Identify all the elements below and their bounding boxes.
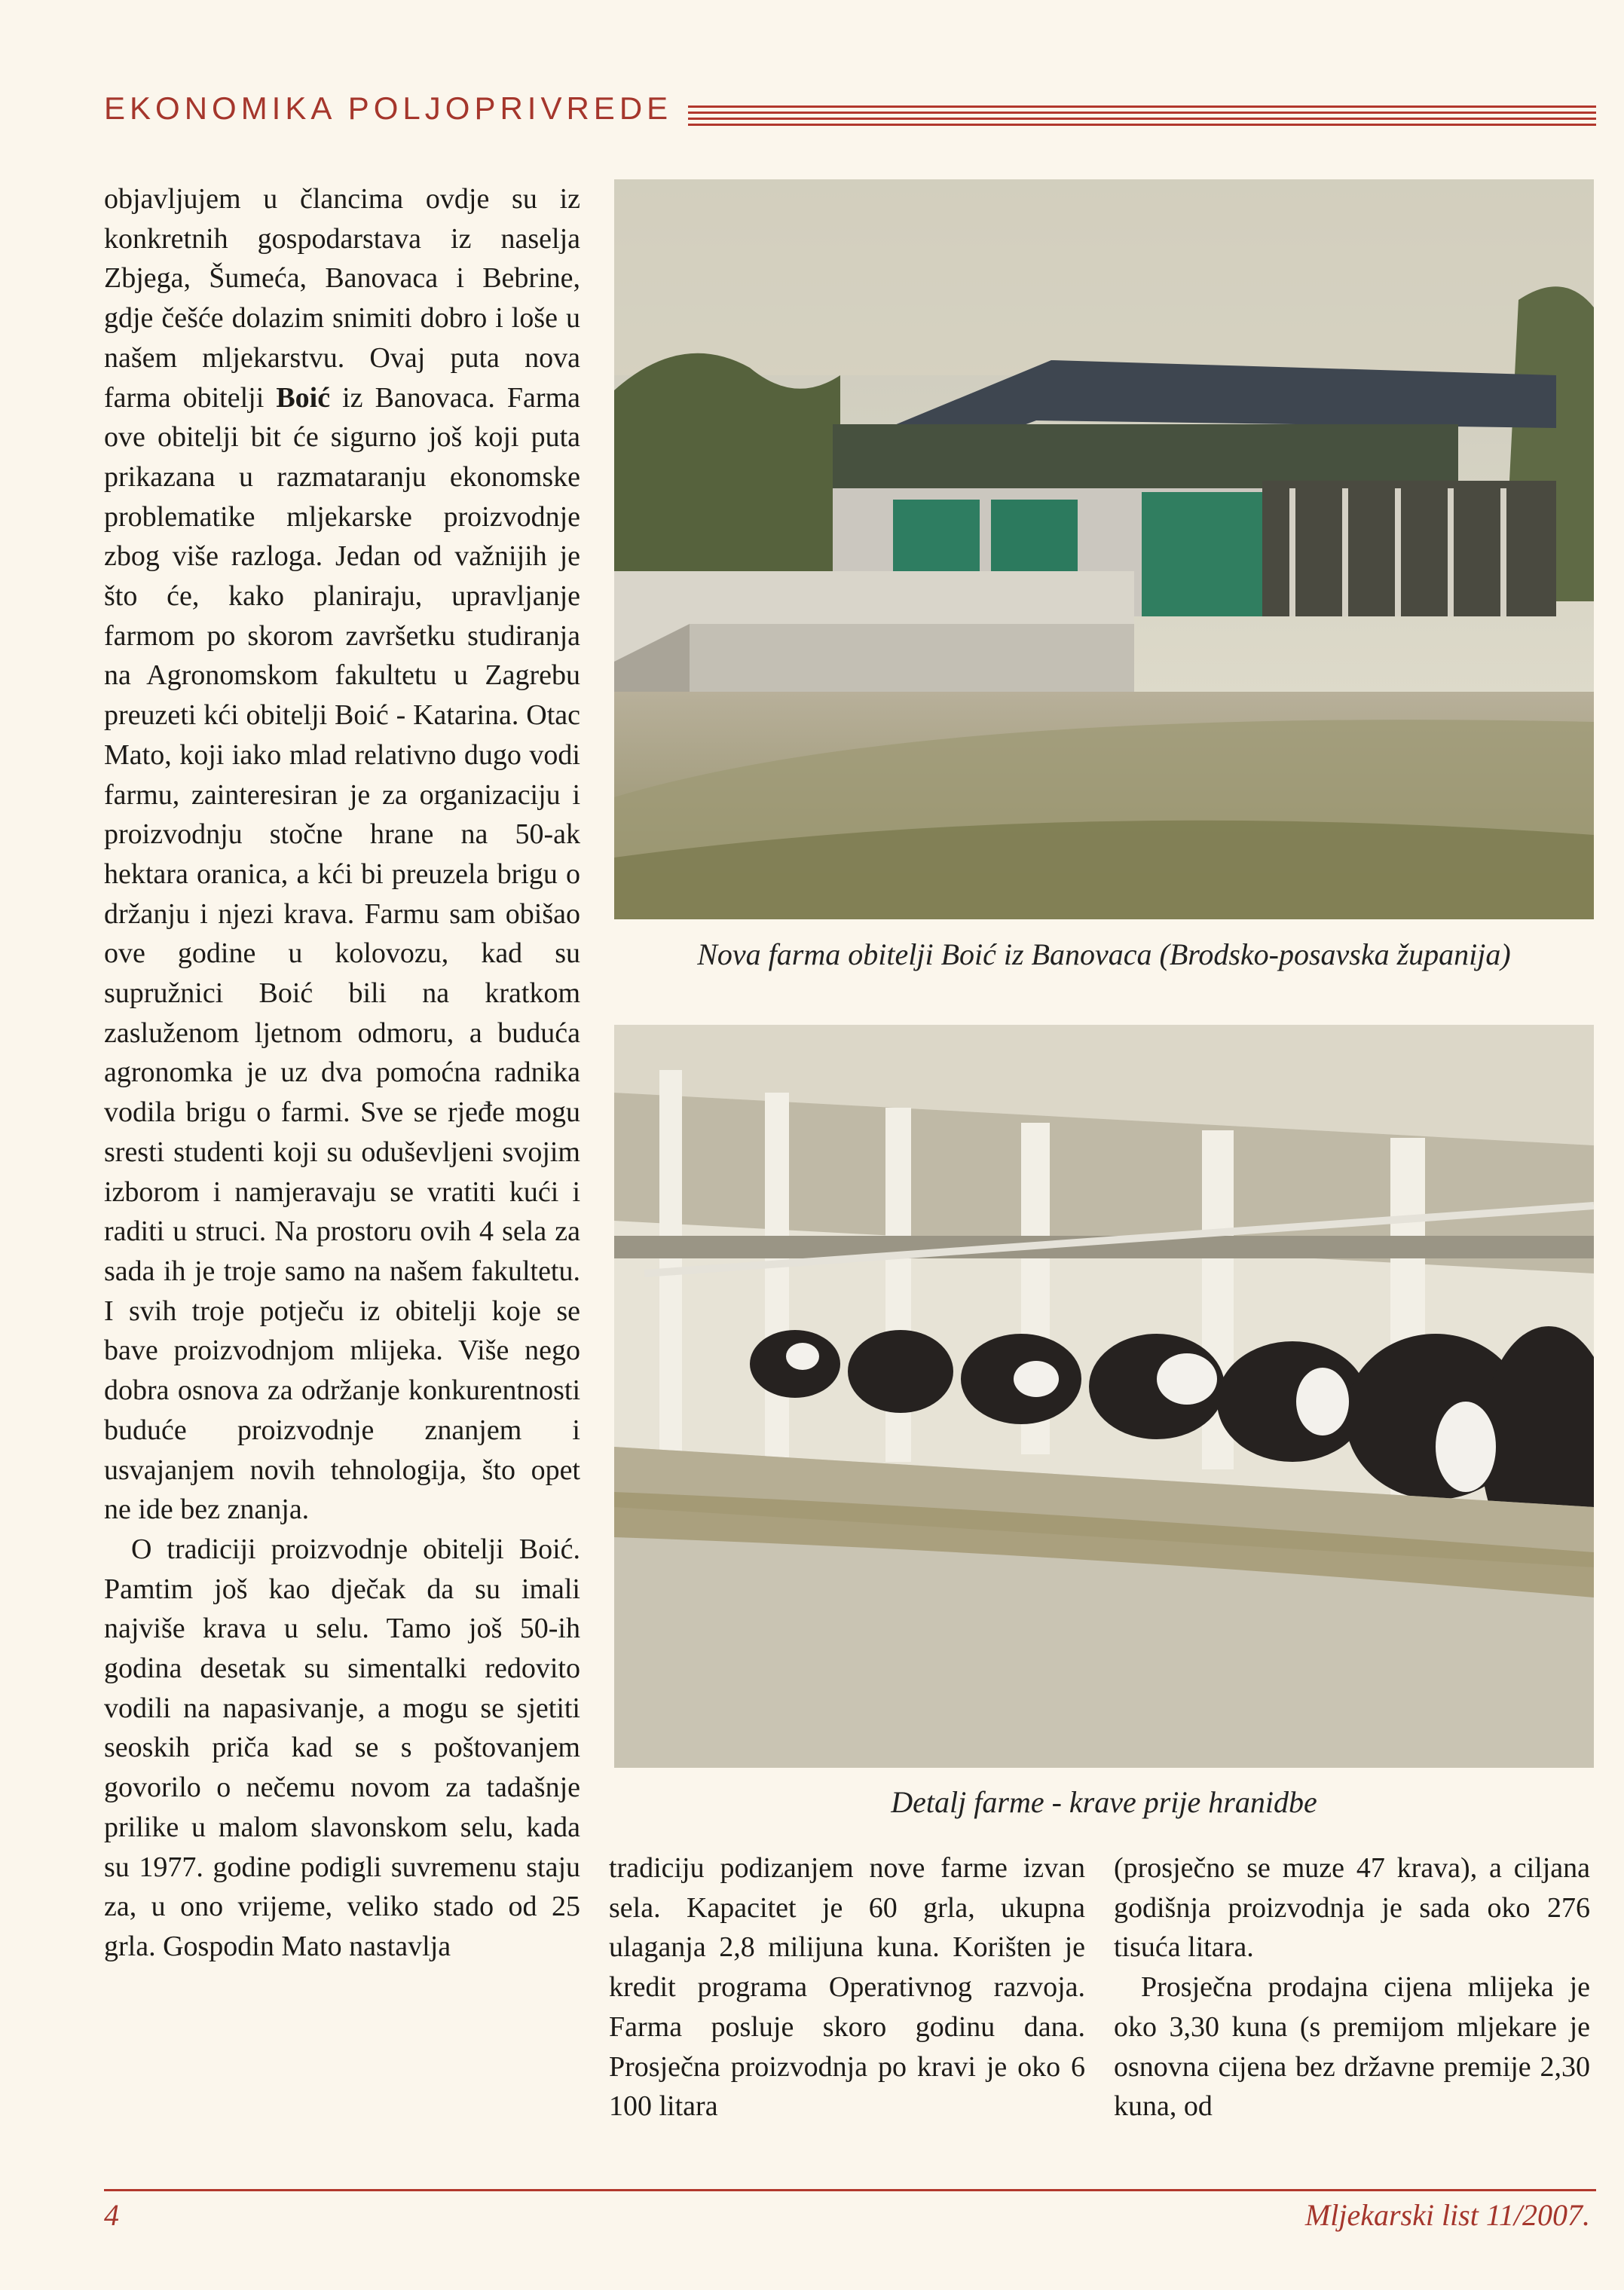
photo-caption: Detalj farme - krave prije hranidbe [891, 1785, 1317, 1819]
header-rule [688, 105, 1596, 108]
article-paragraph: O tradiciji proizvodnje obitelji Boić. Pamtim još kao dječak da su imali najviše krava u selu. Tamo još 50-ih godina desetak su simentalki redovito vodili na napasivanje, a mogu se sjetiti seoskih priča kad se s poštovanjem govorilo o nečemu novom za tadašnje prilike u malom slavonskom selu, kada su 1977. godine podigli suvremenu staju za, u ono vrijeme, veliko stado od 25 grla. Gospodin Mato nastavlja [104, 1533, 580, 1962]
article-column-right [1114, 1848, 1590, 2126]
farm-building-photo [614, 179, 1594, 919]
page-header [104, 90, 1596, 136]
section-title: EKONOMIKA POLJOPRIVREDE [104, 90, 673, 126]
cows-feeding-photo [614, 1025, 1594, 1768]
text-run: iz Banovaca. Farma ove obitelji bit će sigurno još koji puta prikazana u razmataranju ekonomske problematike mljekarske proizvodnje zbog više razloga. Jedan od važnijih je što će, kako planiraju, upravljanje farmom po skorom završetku studiranja na Agronomskom fakultetu u Zagrebu preuzeti kći obitelji Boić - Katarina. Otac Mato, koji iako mlad relativno dugo vodi farmu, zainteresiran je za organizaciju i proizvodnju stočne hrane na 50-ak hektara oranica, a kći bi preuzela brigu o držanju i njezi krava. Farmu sam obišao ove godine u kolovozu, kad su supružnici Boić bili na kratkom zasluženom ljetnom odmoru, a buduća agronomka je uz dva pomoćna radnika vodila brigu o farmi. Sve se rjeđe mogu sresti studenti koji su oduševljeni svojim izborom i namjeravaju se vratiti kući i raditi u struci. Na prostoru ovih 4 sela za sada ih je troje samo na našem fakultetu. I svih troje potječu iz obitelji koje se bave proizvodnjom mlijeka. Više nego dobra osnova za održanje konkurentnosti buduće proizvodnje znanjem i usvajanjem novih tehnologija, što opet ne ide bez znanja. [104, 381, 580, 1526]
article-paragraph [104, 179, 580, 1530]
journal-name: Mljekarski list 11/2007. [1304, 2198, 1590, 2232]
article-paragraph: (prosječno se muze 47 krava), a ciljana godišnja proizvodnja je sada oko 276 tisuća litara. [1114, 1852, 1590, 1964]
header-rule [688, 112, 1596, 114]
header-rule [688, 118, 1596, 120]
footer-rule [104, 2189, 1596, 2191]
header-rule [688, 124, 1596, 126]
article-column-left [104, 179, 580, 1967]
photo-caption: Nova farma obitelji Boić iz Banovaca (Brodsko-posavska županija) [697, 937, 1511, 971]
bold-name: Boić [276, 381, 331, 414]
article-paragraph: tradiciju podizanjem nove farme izvan sela. Kapacitet je 60 grla, ukupna ulaganja 2,8 milijuna kuna. Korišten je kredit programa Operativnog razvoja. Farma posluje skoro godinu dana. Prosječna proizvodnja po kravi je oko 6 100 litara [609, 1852, 1085, 2123]
text-run: objavljujem u člancima ovdje su iz konkretnih gospodarstava iz naselja Zbjega, Šumeća, Banovaca i Bebrine, gdje češće dolazim snimiti dobro i loše u našem mljekarstvu. Ovaj puta nova farma obitelji [104, 183, 580, 414]
article-column-middle [609, 1848, 1085, 2126]
article-paragraph: Prosječna prodajna cijena mlijeka je oko 3,30 kuna (s premijom mljekare je osnovna cijena bez državne premije 2,30 kuna, od [1114, 1971, 1590, 2123]
page-number: 4 [104, 2198, 119, 2232]
